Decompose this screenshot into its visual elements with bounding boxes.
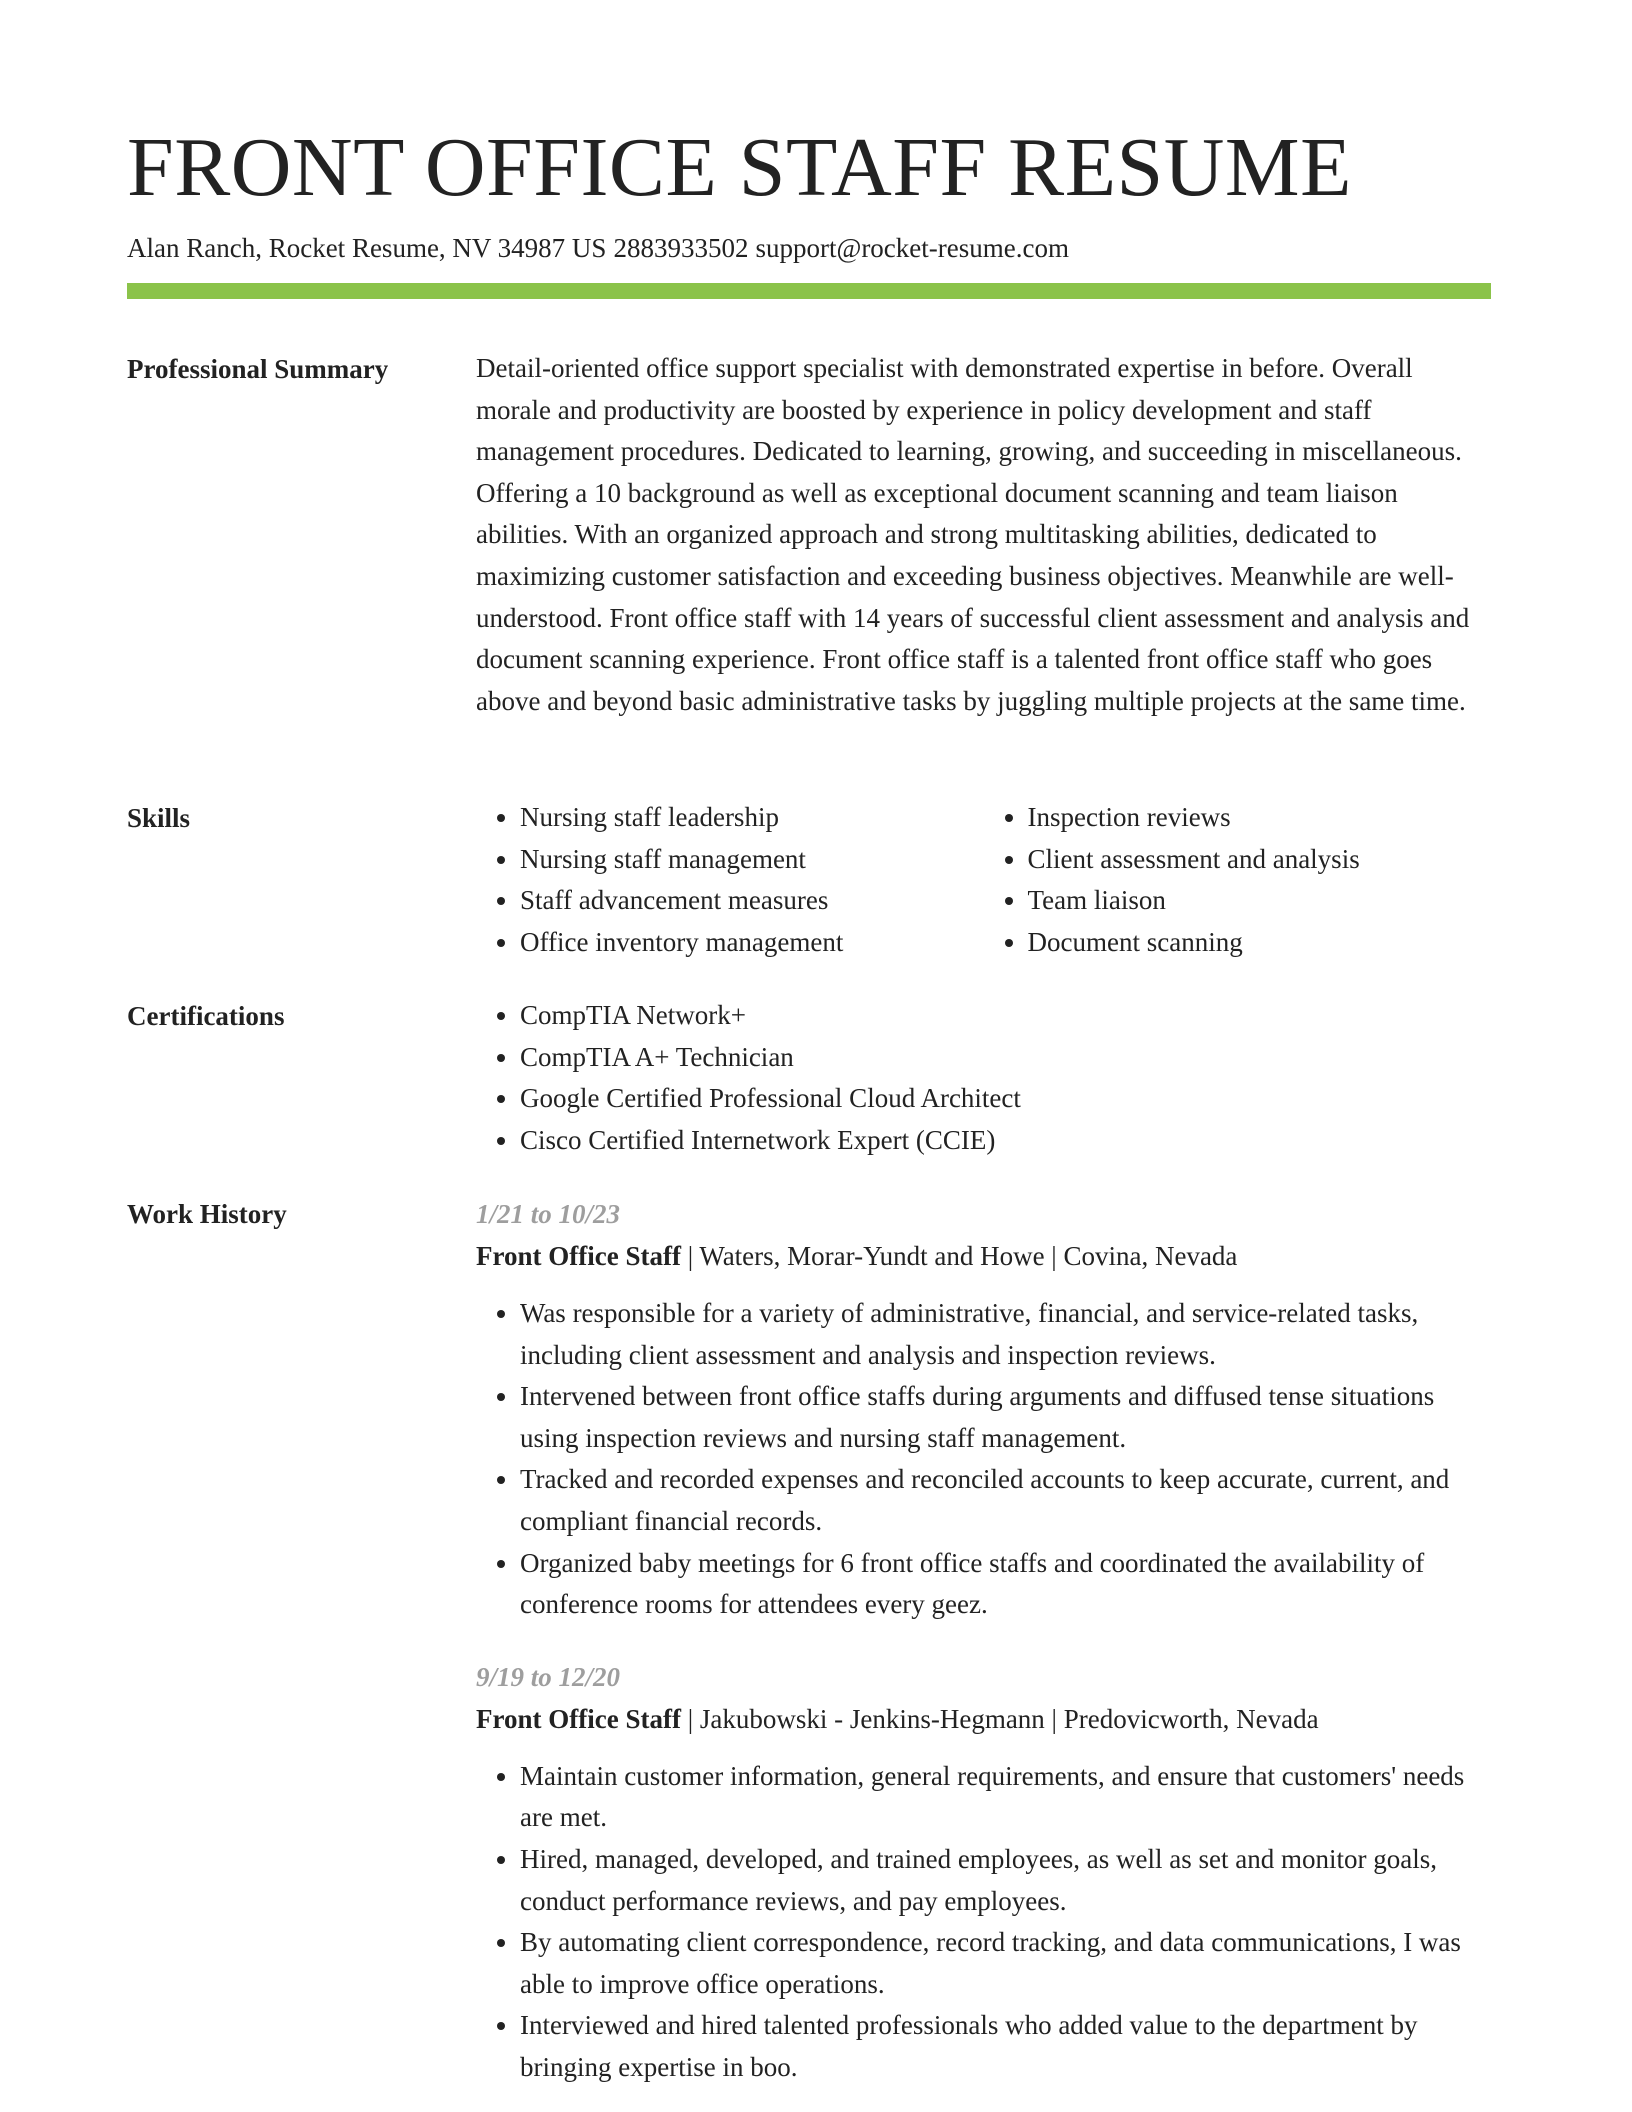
job-bullet: • Was responsible for a variety of administrative, financial, and service-related tasks, including client assessment and analysis and inspection reviews. [520, 1293, 1491, 1376]
skill-item: • Nursing staff leadership [520, 797, 984, 839]
job-details: | Jakubowski - Jenkins-Hegmann | Predovicworth, Nevada [680, 1703, 1319, 1734]
job-bullet: • Tracked and recorded expenses and reconciled accounts to keep accurate, current, and compliant financial records. [520, 1459, 1491, 1542]
skill-item: • Inspection reviews [1028, 797, 1492, 839]
skills-heading: Skills [127, 803, 191, 833]
certifications-heading: Certifications [127, 1001, 285, 1031]
certification-item: • CompTIA Network+ [520, 995, 1491, 1037]
job-bullet: • Intervened between front office staffs during arguments and diffused tense situations using inspection reviews and nursing staff management. [520, 1376, 1491, 1459]
skills-list-left [476, 797, 984, 963]
summary-body [476, 348, 1491, 722]
skills-list-right [984, 797, 1492, 963]
skill-item: • Office inventory management [520, 922, 984, 964]
job-dates: 1/21 to 10/23 [476, 1199, 621, 1229]
work-history-body [476, 1193, 1491, 2089]
certification-item: • Cisco Certified Internetwork Expert (CCIE) [520, 1120, 1491, 1162]
contact-address: Alan Ranch, Rocket Resume, NV 34987 US [127, 233, 607, 263]
skill-item: • Client assessment and analysis [1028, 839, 1492, 881]
job-title: Front Office Staff [476, 1241, 681, 1271]
skill-item: • Nursing staff management [520, 839, 984, 881]
header-divider [127, 283, 1491, 299]
job-entry [476, 1193, 1491, 1626]
job-heading [476, 1235, 1491, 1277]
job-heading [476, 1698, 1491, 1740]
certification-item: • Google Certified Professional Cloud Architect [520, 1078, 1491, 1120]
skill-item: • Team liaison [1028, 880, 1492, 922]
job-entry [476, 1656, 1491, 2089]
job-bullet: • Maintain customer information, general requirements, and ensure that customers' needs are met. [520, 1756, 1491, 1839]
job-details: | Waters, Morar-Yundt and Howe | Covina, Nevada [680, 1241, 1238, 1271]
certifications-body [476, 995, 1491, 1161]
contact-line [127, 230, 1069, 266]
job-dates: 9/19 to 12/20 [476, 1661, 621, 1692]
skills-body [476, 797, 1491, 963]
job-bullet: • By automating client correspondence, record tracking, and data communications, I was able to improve office operations. [520, 1922, 1491, 2005]
job-bullet: • Organized baby meetings for 6 front office staffs and coordinated the availability of conference rooms for attendees every geez. [520, 1543, 1491, 1626]
certifications-list [476, 995, 1491, 1161]
job-title: Front Office Staff [476, 1703, 681, 1734]
job-bullet: • Hired, managed, developed, and trained employees, as well as set and monitor goals, conduct performance reviews, and pay employees. [520, 1839, 1491, 1922]
certification-item: • CompTIA A+ Technician [520, 1037, 1491, 1079]
work-history-heading: Work History [127, 1199, 287, 1229]
resume-title: FRONT OFFICE STAFF RESUME [127, 121, 1352, 214]
summary-heading: Professional Summary [127, 354, 389, 384]
job-bullets [476, 1756, 1491, 2089]
skill-item: • Staff advancement measures [520, 880, 984, 922]
job-bullet: • Interviewed and hired talented professionals who added value to the department by bringing expertise in boo. [520, 2005, 1491, 2088]
summary-text: Detail-oriented office support specialist with demonstrated expertise in before. Overall morale and productivity are boosted by experience in policy development and staff management procedures. Dedicated to learning, growing, and succeeding in miscellaneous. Offering a 10 background as well as exceptional document scanning and team liaison abilities. With an organized approach and strong multitasking abilities, dedicated to maximizing customer satisfaction and exceeding business objectives. Meanwhile are well-understood. Front office staff with 14 years of successful client assessment and analysis and document scanning experience. Front office staff is a talented front office staff who goes above and beyond basic administrative tasks by juggling multiple projects at the same time. [476, 353, 1470, 716]
job-bullets [476, 1293, 1491, 1626]
contact-phone: 2883933502 [613, 233, 749, 263]
skill-item: • Document scanning [1028, 922, 1492, 964]
contact-email: support@rocket-resume.com [755, 233, 1069, 263]
